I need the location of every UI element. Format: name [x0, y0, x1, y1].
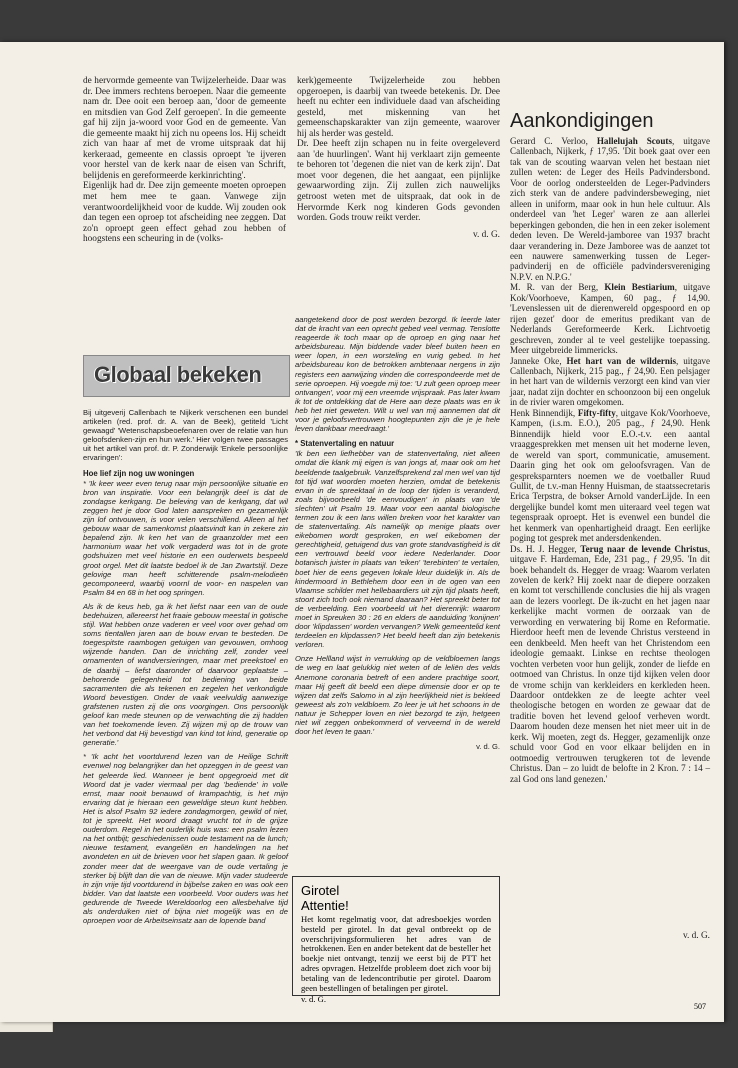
entry-title: Klein Bestiarium	[604, 282, 675, 293]
subheading: * Statenvertaling en natuur	[295, 439, 395, 449]
announcement-entry	[510, 136, 710, 282]
signature: v. d. G.	[472, 229, 500, 240]
section-title: Globaal bekeken	[94, 362, 262, 387]
entry-title: Fifty-fifty	[577, 407, 616, 418]
column-2-lower	[295, 315, 500, 756]
announcement-entry	[510, 356, 710, 408]
announcement-entry	[510, 282, 710, 355]
globaal-bekeken-heading	[83, 355, 290, 397]
signature: v. d. G.	[682, 931, 710, 941]
paragraph: kerk)gemeente Twijzelerheide zou hebben opgeroepen, is daarbij van tweede betekenis. Dr. Dee heeft nu echter een individuele daad van afscheiding gesteld, met miskenning van het gemeenschapskarakter van zijn gemeente, waarover hij als herder was gesteld.	[297, 76, 500, 139]
entry-description: , uitgave Callenbach, Nijkerk, ƒ 17,95. 'Dit boek gaat over een tak van de scouting waarvan velen het bestaan niet zullen weten: de Leger des Heils Padvindersbond. Voor de oorlog ondersteelden de Leger-Padvinders zich sterk van de andere padvindersbeweging, niet alleen in uniform, maar ook in hun hele cultuur. Als onderdeel van 'het Leger' waren ze aan allerlei beperkingen gebonden, die hen in een zeker isolement deden leven. De Wereld-jamboree van 1937 bracht daar verandering in. Deze Jamboree was de aanzet tot een nauwere samenwerking tussen de Leger-padvinderij en de officiële padvindersvereniging N.P.V. en N.P.G.'	[510, 136, 710, 282]
intro-paragraph: Bij uitgeverij Callenbach te Nijkerk verschenen een bundel artikelen (red. prof. dr. A. van de Beek), getiteld 'Licht gewaagd' 'Wetenschapsbeoefenaren over de relatie van hun geloofsdenken-zijn en hun werk.' Hier volgen twee passages uit het artikel van prof. dr. P. Zonderwijk 'Enkele persoonlijke ervaringen':	[83, 408, 288, 463]
entry-author: Ds. H. J. Hegger,	[510, 543, 581, 554]
girotel-title: Girotel	[301, 883, 340, 898]
signature: v. d. G.	[476, 742, 500, 752]
girotel-notice-box	[292, 876, 500, 1005]
column-1-top	[83, 76, 286, 245]
aankondigingen-heading: Aankondigingen	[510, 110, 654, 132]
paragraph: 'Ik ben een liefhebber van de statenvertaling, niet alleen omdat die klank mij eigen is van jongs af, maar ook om het beeldende taalgebruik. Vanzelfsprekend zal men wel van tijd tot tijd wat woorden moeten herzien, omdat de betekenis ervan in de spreektaal in de loop der tijden is veranderd, zoals bijvoorbeeld 'de eenvoudigen' in plaats van 'de slechten' uit Psalm 19. Maar voor een aantal biologische termen zou ik een lans willen breken voor het karakter van de statenvertaling. Als namelijk op menige plaats over eikebomen wordt gesproken, en wel eikebomen der gerechtigheid, getuigend dus van grote standvastigheid is dit een vertrouwd beeld voor iedere Nederlander. Door botanisch juister in plaats van 'eiken' 'terebinten' te vertalen, boet hier de eens gegeven lokale kleur duidelijk in. Als de kindermoord in Bethlehem door een in de ogen van een Vlaamse schilder met hellebaardiers uit zijn tijd plaats heeft, stoort zich toch ook niemand daaraan? Het spreekt beter tot de verbeelding. Een voorbeeld uit het dierenrijk: waarom moet in Spreuken 30 : 26 en elders de aanduiding 'konijnen' door 'klipdassen' worden vervangen? Welk gemeentelid kent terdeelen en klipdassen? Het beeld heeft dan zijn betekenis verloren.	[295, 449, 500, 650]
paragraph: * 'Ik acht het voortdurend lezen van de Heilige Schrift evenwel nog belangrijker dan het opzeggen in de geest van het geleerde lied. Wanneer je bent opgegroeid met dit Woord dat je vader viermaal per dag 'bediende' in volle ernst, maar nooit benauwd of krampachtig, is het mijn ervaring dat je hieraan een geweldige steun kunt hebben. Het is alsof Psalm 92 iedere zondagmorgen, gewild of niet, tot je spreekt. Het woord draagt vrucht tot in de grijze ouderdom. Regel in het ouderlijk huis was: een psalm lezen na het ontbijt; geschiedenissen oude testament na de lunch; nieuwe testament, evangeliën en handelingen na het avondeten en uit de brieven voor het slapen gaan. Ik geloof zonder meer dat de weergave van de oude vertaling je sterker bij blijft dan die van de nieuwe. Mijn vader studeerde in zijn vrije tijd voortdurend in bijbelse zaken en was ook een bidder. Van dat laatste een voorbeeld. Voor ouders was het gedurende de Tweede Wereldoorlog een allesbehalve tijd als onderduiken niet of bijna niet mogelijk was en de oproepen voor de Arbeitseinsatz aan de lopende band	[83, 752, 288, 926]
paragraph: aangetekend door de post werden bezorgd. Ik leerde later dat de kracht van een oprecht gebed veel vermag. Tenslotte reageerde ik toch maar op de oproep en ging naar het arbeidsbureau. Mijn biddende vader bleef buiten heen en weer lopen, in een worsteling en vurig gebed. In het arbeidsbureau kon de betrokken ambtenaar nergens in zijn registers een aanwijzing vinden die correspondeerde met de serie oproepen. Hij voegde mij toe: 'U zult geen oproep meer ontvangen', voor mij een vreemde vrijspraak. Pas later kwam ik tot de ontdekking dat de Here aan deze plaats was en ik heb het niet geweten. Wilt u wel van mij aannemen dat dit voor je geloofsvertrouwen hoogtepunten zijn die je je hele leven dankbaar meedraagt.'	[295, 315, 500, 434]
entry-description: , uitgave Kok/Voorhoeve, Kampen, 60 pag., ƒ 14,90. 'Levenslessen uit de dierenwereld opgespoord en op rijen gezet' door de emeritus predikant van de Nederlands Gereformeerde Kerk. Lichtvoetig geschreven, zonder al te veel gestelijke toepassing. Meer uitgebreide limmericks.	[510, 282, 710, 356]
column-3	[510, 136, 710, 784]
entry-title: Terug naar de levende Christus	[580, 543, 708, 554]
paragraph: Onze Hellland wijst in verrukking op de veldbloemen langs de weg en laat gelukkig niet weten of de leliën des velds Anemone coronaria betreft of een andere prachtige soort, maar Hij geeft dit beeld een diepe dimensie door er op te wijzen dat zelfs Salomo in al zijn heerlijkheid niet is bekleed geweest als zo'n veldbloem. Zo leer je uit het schoons in de natuur je Schepper loven en niet bezorgd te zijn, hetgeen niet wil zeggen onbekommerd of verveemd in de wereld door het leven te gaan.'	[295, 654, 500, 737]
entry-title: Het hart van de wildernis	[566, 355, 677, 366]
entry-description: , uitgave Kok/Voorhoeve, Kampen, (i.s.m. E.O.), 205 pag., ƒ 24,90. Henk Binnendijk hield voor E.O.-t.v. een aantal vraaggesprekken met mensen uit het moderne leven, de wereld van sport, communicatie, amusement. Daarin ging het ook om geloofsvragen. Van de gespreksparnters noemen we de voetballer Ruud Gullit, de t.v.-man Henny Huisman, de staatssecretaris Erica Terpstra, de bokser Arnold vanderLijde. In een dergelijke bundel komt men uiteraard veel tegen wat tegenspraak oproept. Het is evenwel een bundel die het kenmerk van openhartigheid draagt. Een eerlijke poging tot gesprek met andersdenkenden.	[510, 407, 710, 544]
entry-title: Hallelujah Scouts	[596, 136, 672, 146]
girotel-text: Het komt regelmatig voor, dat adresboekjes worden besteld per girotel. In dat geval ontbreekt op de overschrijvingsformulieren het adres van de hetrokkenen. Een en ander betekent dat de besteller het boekje niet ontvangt, tenzij we eerst bij de PTT het adres opvragen. Hetzelfde probleem doet zich voor bij betaling van de ledencontributie per girotel. Daarom geen bestellingen of betalingen per girotel.	[301, 914, 491, 993]
column-2-top	[297, 76, 500, 240]
column-1-lower	[83, 408, 288, 930]
paragraph: Eigenlijk had dr. Dee zijn gemeente moeten oproepen met hem mee te gaan. Vanwege zijn verantwoordelijkheid voor de kudde. Wij zouden ook dan tegen een oproep tot afscheiding nee zeggen. Dat zo'n oproept geen effect gehad zou hebben of hoogstens een scheuring in de (volks-	[83, 181, 286, 245]
paragraph: de hervormde gemeente van Twijzelerheide. Daar was dr. Dee immers rechtens beroepen. Naar die gemeente nam dr. Dee ooit een beroep aan, 'door de gemeente en mitsdien van God Zelf geroepen'. In die gemeente gaf hij zijn ja-woord voor God en de gemeente. Van die gemeente maakt hij zich nu opeens los. Hij scheidt zich van haar af met de vrome uitspraak dat hij kerkeraad, gemeente en classis oproept 'te ijveren voor herstel van de kerk naar de eisen van Schrift, belijdenis en gereformeerde kerkinrichting'.	[83, 76, 286, 181]
entry-author: Gerard C. Verloo,	[510, 136, 597, 146]
signature: v. d. G.	[301, 994, 326, 1005]
paragraph: Als ik de keus heb, ga ik het liefst naar een van de oude bedehuizen, allereerst het fraaie gebouw meestal in gotische stijl. Wat hebben onze vaderen er veel voor over gehad om soms tientallen jaren aan de bouw ervan te besteden. De toegespitste raambogen getuigen van gevouwen, omhoog wijzende handen. Dan de inrichting zelf, zonder veel ornamenten of wandversieringen, maar met preekstoel en de daarbij – liefst daaronder of daarvoor geplaatste – behorende gelegenheid tot bediening van beide sacramenten die als tekenen en zegelen het verkondigde Woord bevestigen. Onder de vaak veelvuldig aanwezige grafstenen rusten zij die ons voorgingen. Ons persoonlijk geloof kan mede steunen op de verwachting die zij hadden van het toekomende leven. Zij wijzen mij op de trouw van het verbond dat Hij bevestigd van kind tot kind, generatie op generatie.'	[83, 601, 288, 748]
column-3-signature	[510, 925, 710, 942]
paragraph: Dr. Dee heeft zijn schapen nu in feite overgeleverd aan 'de huurlingen'. Want hij verklaart zijn gemeente te behoren tot 'degenen die niet van de kerk zijn'. Dat moet voor degenen, die het aangaat, een pijnlijke gewaarwording zijn. Zij zullen zich nauwelijks getroost weten met de uitspraak, dat ook in de Hervormde Kerk nog kinderen Gods gevonden worden. Gods trouw reikt verder.	[297, 139, 500, 224]
entry-author: Henk Binnendijk,	[510, 407, 578, 418]
entry-description: , uitgave F. Hardeman, Ede, 231 pag., ƒ 29,95. 'In dit boek behandelt ds. Hegger de vraag: Waarom verlaten zovelen de kerk? Hij zoekt naar de diepere oorzaken en komt tot verschillende conclusies die hij als vragen aan de lezers voorlegt. De ik-zucht en het jagen naar kerkelijke macht vormen de oorzaak van de verwording en verwatering bij Rome en Reformatie. Hierdoor heeft men de levende Christus versteend in een denkbeeld. Men heeft van het Christendom een ideologie gemaakt. Linkse en rechtse theologen vochten verbeten voor hun gelijk, zonder de liefde en ootmoed van Christus. In onze tijd kijken velen door de vrome schijn van kerkleiders en kerkleden heen. Daardoor ontdekken ze de leegte achter veel theologische betogen en worden ze gewaar dat de traditie boven het levend geloof verheven wordt. Daarom houden deze mensen het niet meer uit in de kerk. Wij moeten, zegt ds. Hegger, gezamenlijk onze schuld voor God en voor elkaar belijden en in ootmoedig vertrouwen terugkeren tot de levende Christus. Dan – zo luidt de belofte in 2 Kron. 7 : 14 – zal God ons land genezen.'	[510, 543, 710, 784]
girotel-subtitle: Attentie!	[301, 898, 349, 913]
subheading: Hoe lief zijn nog uw woningen	[83, 468, 195, 478]
entry-description: , uitgave Callenbach, Nijkerk, 215 pag., ƒ 24,90. Een pelsjager in het hart van de wildernis verzorgt een kind van vier jaar, nadat zijn dochter en schoonzoon bij een ongeluk in de rivier waren omgekomen.	[510, 355, 710, 408]
page-number: 507	[694, 1002, 706, 1011]
announcement-entry	[510, 544, 710, 784]
entry-author: M. R. van der Berg,	[510, 282, 605, 293]
paragraph: * 'Ik keer weer even terug naar mijn persoonlijke situatie en bron van inspiratie. Voor een belangrijk deel is dat de zondagse kerkgang. De beleving van de kerkgang, dat wil zeggen het je door God laten aanspreken en gezamenlijk zijn lof ontvouwen, is voor velen verschillend. Alleen al het gebouw waar de samenkomst plaatsvindt kan in zekere zin bepalend zijn. Ik ken het van de graanzolder met een harmonium waar het volk vergaderd was tot in de grote godshuizen met veel historie en een ouderwets bespeeld groot orgel. Met dit laatste bedoel ik de Jan Zwartstijl. Deze gelovige man heeft schitterende psalm-melodieën gecomponeerd, waarbij voornl de voor- en naspelen van Psalm 84 en 68 in het oog springen.	[83, 478, 288, 597]
entry-author: Janneke Oke,	[510, 355, 567, 366]
announcement-entry	[510, 408, 710, 544]
